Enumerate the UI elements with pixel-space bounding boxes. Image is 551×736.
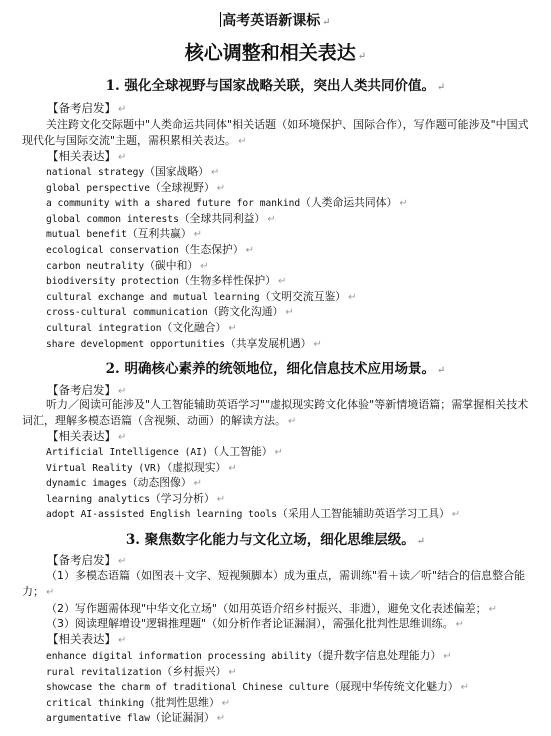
expression-chinese: （全球共同利益）	[178, 211, 266, 225]
paragraph-mark-icon: ↵	[118, 556, 127, 567]
expression-item	[46, 180, 408, 196]
paragraph-mark-icon: ↵	[118, 386, 127, 397]
expression-chinese: （文明交流互鉴）	[259, 289, 347, 303]
paragraph-mark-icon: ↵	[46, 586, 55, 598]
paragraph-mark-icon: ↵	[278, 276, 287, 288]
expression-chinese: （提升数字信息处理能力）	[311, 649, 442, 662]
expression-item	[46, 491, 460, 507]
expression-item	[46, 164, 408, 180]
section-3-tip-label: 【备考启发】 ↵	[47, 553, 127, 567]
expression-chinese: （动态图像）	[126, 476, 192, 490]
paragraph-mark-icon: ↵	[118, 152, 127, 163]
section-2-expr-label: 【相关表达】 ↵	[47, 429, 127, 443]
paragraph-mark-icon: ↵	[216, 493, 226, 505]
expression-chinese: （乡村振兴）	[161, 664, 227, 678]
section-3-point-1: （1）多模态语篇（如图表＋文字、短视频脚本）成为重点，需训练"看＋读／听"结合的信息整合能力； ↵	[22, 569, 526, 598]
paragraph-mark-icon: ↵	[245, 244, 255, 256]
paragraph-mark-icon: ↵	[221, 697, 231, 709]
document-title: 高考英语新课标 ↵	[222, 13, 331, 29]
expression-english: global common interests	[46, 213, 179, 225]
paragraph-mark-icon: ↵	[313, 338, 322, 350]
expression-chinese: （人类命运共同体）	[300, 196, 398, 210]
expression-chinese: （虚拟现实）	[161, 460, 227, 474]
expression-item	[46, 211, 408, 227]
section-2-heading: 2. 明确核心素养的统领地位，细化信息技术应用场景。 ↵	[105, 361, 446, 377]
expression-english: argumentative flaw	[46, 713, 150, 725]
paragraph-mark-icon: ↵	[322, 17, 331, 28]
expression-item	[46, 242, 408, 258]
expression-chinese: （跨文化沟通）	[207, 305, 284, 319]
expression-english: carbon neutrality	[46, 260, 145, 272]
expression-english: rural revitalization	[46, 666, 162, 678]
paragraph-mark-icon: ↵	[399, 198, 408, 210]
expression-item	[46, 506, 460, 522]
expression-english: critical thinking	[46, 697, 145, 709]
paragraph-mark-icon: ↵	[285, 307, 294, 319]
expression-english: national strategy	[46, 167, 145, 178]
paragraph-mark-icon: ↵	[118, 104, 127, 115]
expression-item	[46, 648, 469, 664]
paragraph-mark-icon: ↵	[451, 509, 461, 521]
section-1-tip-label: 【备考启发】 ↵	[47, 101, 127, 115]
paragraph-mark-icon: ↵	[436, 82, 446, 93]
expression-english: learning analytics	[46, 493, 150, 505]
expression-english: mutual benefit	[46, 229, 127, 241]
paragraph-mark-icon: ↵	[357, 51, 367, 62]
expression-english: cultural exchange and mutual learning	[46, 291, 260, 303]
expression-chinese: （生物多样性保护）	[178, 274, 277, 288]
paragraph-mark-icon: ↵	[455, 619, 465, 630]
expression-english: cross-cultural communication	[46, 307, 208, 319]
section-3-expression-list	[46, 648, 469, 726]
paragraph-mark-icon: ↵	[436, 365, 446, 376]
expression-english: Virtual Reality (VR)	[46, 462, 162, 474]
expression-item	[46, 195, 408, 211]
section-2-tip-text: 听力／阅读可能涉及"人工智能辅助英语学习""虚拟现实跨文化体验"等新情境语篇；需掌握相关技术词汇，理解多模态语篇（含视频、动画）的解读方法。 ↵	[22, 398, 529, 427]
paragraph-mark-icon: ↵	[274, 447, 283, 458]
expression-item	[46, 273, 408, 289]
expression-english: global perspective	[46, 182, 150, 194]
expression-item	[46, 475, 460, 491]
expression-english: cultural integration	[46, 322, 162, 334]
section-2-tip-label: 【备考启发】 ↵	[47, 383, 127, 397]
expression-chinese: （展现中华传统文化魅力）	[329, 680, 459, 694]
expression-item	[46, 695, 469, 711]
expression-item	[46, 679, 469, 695]
expression-chinese: （人工智能）	[207, 445, 273, 458]
expression-item	[46, 289, 408, 305]
section-3-heading: 3. 聚焦数字化能力与文化立场，细化思维层级。 ↵	[125, 532, 426, 548]
expression-chinese: （碳中和）	[144, 258, 199, 272]
paragraph-mark-icon: ↵	[416, 536, 426, 547]
paragraph-mark-icon: ↵	[288, 415, 297, 427]
expression-item	[46, 226, 408, 242]
paragraph-mark-icon: ↵	[216, 713, 226, 725]
section-1-expr-label: 【相关表达】 ↵	[47, 149, 127, 163]
expression-chinese: （文化融合）	[161, 320, 227, 334]
paragraph-mark-icon: ↵	[216, 182, 226, 194]
section-1-expression-list	[46, 164, 408, 351]
paragraph-mark-icon: ↵	[267, 213, 276, 225]
paragraph-mark-icon: ↵	[443, 651, 452, 662]
section-1-tip-text: 关注跨文化交际题中"人类命运共同体"相关话题（如环境保护、国际合作），写作题可能涉及"中国式现代化与国际交流"主题，需积累相关表达。 ↵	[22, 118, 529, 147]
paragraph-mark-icon: ↵	[193, 229, 203, 241]
expression-chinese: （学习分析）	[149, 491, 215, 505]
expression-english: Artificial Intelligence (AI)	[46, 447, 208, 458]
section-2-expression-list	[46, 444, 460, 522]
expression-english: enhance digital information processing ability	[46, 651, 312, 662]
expression-chinese: （国家战略）	[144, 165, 209, 178]
expression-chinese: （生态保护）	[178, 242, 244, 256]
expression-english: ecological conservation	[46, 244, 179, 256]
expression-item	[46, 664, 469, 680]
paragraph-mark-icon: ↵	[118, 635, 127, 646]
expression-chinese: （全球视野）	[149, 180, 215, 194]
paragraph-mark-icon: ↵	[200, 260, 209, 272]
paragraph-mark-icon: ↵	[460, 682, 469, 694]
paragraph-mark-icon: ↵	[228, 322, 237, 334]
paragraph-mark-icon: ↵	[348, 291, 357, 303]
expression-english: share development opportunities	[46, 338, 226, 350]
expression-english: adopt AI-assisted English learning tools	[46, 509, 278, 521]
section-1-heading: 1. 强化全球视野与国家战略关联，突出人类共同价值。 ↵	[105, 78, 446, 94]
expression-item	[46, 444, 460, 460]
section-3-point-2: （2）写作题需体现"中华文化立场"（如用英语介绍乡村振兴、非遗），避免文化表述偏差； ↵	[46, 602, 498, 615]
paragraph-mark-icon: ↵	[210, 167, 220, 178]
paragraph-mark-icon: ↵	[118, 432, 127, 443]
expression-english: biodiversity protection	[46, 276, 179, 288]
paragraph-mark-icon: ↵	[228, 666, 237, 678]
expression-item	[46, 320, 408, 336]
expression-english: showcase the charm of traditional Chinese culture	[46, 682, 330, 694]
expression-english: a community with a shared future for mankind	[46, 198, 301, 210]
paragraph-mark-icon: ↵	[193, 478, 203, 490]
expression-chinese: （采用人工智能辅助英语学习工具）	[277, 507, 450, 521]
expression-chinese: （批判性思维）	[144, 695, 220, 709]
expression-item	[46, 336, 408, 352]
expression-item	[46, 304, 408, 320]
paragraph-mark-icon: ↵	[238, 135, 247, 147]
expression-chinese: （共享发展机遇）	[225, 336, 312, 350]
paragraph-mark-icon: ↵	[228, 462, 237, 474]
expression-english: dynamic images	[46, 478, 127, 490]
expression-item	[46, 710, 469, 726]
section-3-expr-label: 【相关表达】 ↵	[47, 632, 127, 646]
main-title: 核心调整和相关表达 ↵	[184, 42, 367, 64]
expression-chinese: （论证漏洞）	[149, 711, 215, 725]
expression-item	[46, 258, 408, 274]
expression-chinese: （互利共赢）	[126, 227, 192, 241]
section-3-point-3: （3）阅读理解增设"逻辑推理题"（如分析作者论证漏洞），需强化批判性思维训练。 ↵	[46, 617, 465, 630]
expression-item	[46, 460, 460, 476]
paragraph-mark-icon: ↵	[488, 604, 498, 615]
